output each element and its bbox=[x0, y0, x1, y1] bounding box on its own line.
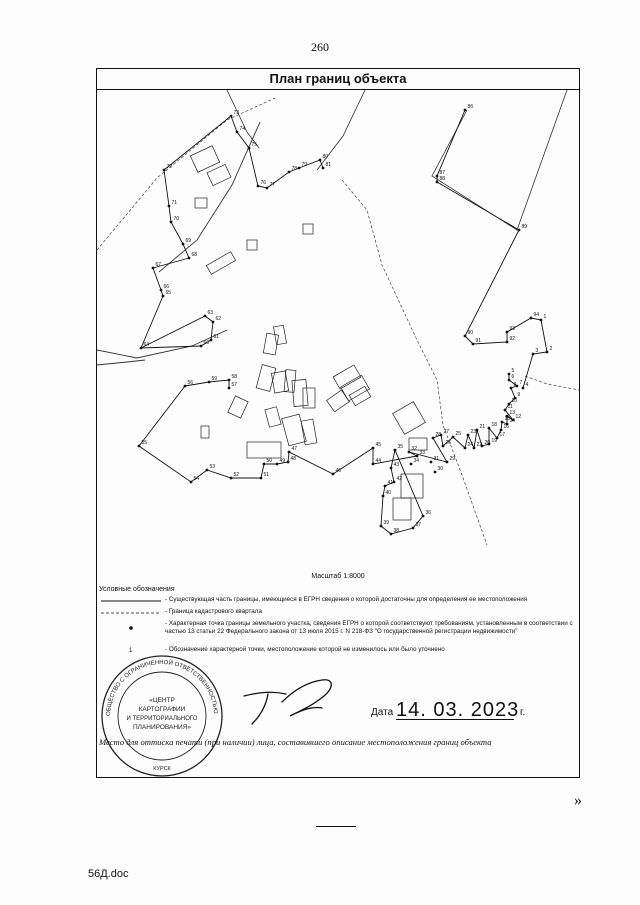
boundary-point-label: 49 bbox=[279, 458, 286, 464]
boundary-point-label: 61 bbox=[213, 334, 220, 340]
boundary-point-marker bbox=[140, 347, 143, 350]
boundary-point-marker bbox=[162, 295, 165, 298]
boundary-point-marker bbox=[372, 447, 375, 450]
boundary-point-label: 76 bbox=[260, 180, 267, 186]
boundary-point-label: 36 bbox=[425, 510, 432, 516]
boundary-point-marker bbox=[236, 131, 239, 134]
boundary-point-label: 89 bbox=[521, 224, 528, 230]
boundary-point-label: 45 bbox=[375, 442, 382, 448]
legend-title: Условные обозначения bbox=[99, 586, 175, 593]
road-line-2 bbox=[159, 122, 260, 272]
date-underline bbox=[396, 719, 514, 720]
boundary-point-label: 34 bbox=[413, 458, 420, 464]
boundary-point-marker bbox=[518, 229, 521, 232]
boundary-point-marker bbox=[510, 387, 513, 390]
boundary-point-label: 59 bbox=[211, 376, 218, 382]
building-outline bbox=[201, 426, 209, 438]
boundary-point-label: 81 bbox=[325, 162, 332, 168]
building-outline bbox=[206, 252, 235, 275]
boundary-point-marker bbox=[204, 315, 207, 318]
building-outline bbox=[333, 365, 361, 389]
building-outline bbox=[284, 370, 296, 393]
boundary-point-marker bbox=[276, 463, 279, 466]
boundary-point-marker bbox=[432, 437, 435, 440]
boundary-line-east bbox=[432, 90, 567, 230]
boundary-point-label: 64 bbox=[143, 342, 150, 348]
boundary-point-label: 91 bbox=[475, 338, 482, 344]
boundary-point-marker bbox=[260, 477, 263, 480]
boundary-point-label: 40 bbox=[385, 490, 392, 496]
parcel-boundary-west bbox=[141, 170, 213, 348]
boundary-point-marker bbox=[464, 335, 467, 338]
boundary-point-label: 70 bbox=[173, 216, 180, 222]
building-outline bbox=[228, 396, 248, 418]
scale-label: Масштаб 1:8000 bbox=[311, 573, 365, 580]
boundary-point-marker bbox=[160, 289, 163, 292]
date-value: 14. 03. 2023 bbox=[396, 699, 520, 721]
building-outline bbox=[341, 375, 370, 401]
stamp-ring-text: ОБЩЕСТВО С ОГРАНИЧЕННОЙ ОТВЕТСТВЕННОСТЬЮ bbox=[105, 659, 219, 717]
boundary-point-marker bbox=[298, 167, 301, 170]
boundary-point-label: 41 bbox=[387, 480, 394, 486]
boundary-point-label: 29 bbox=[449, 456, 456, 462]
file-name: 56Д.doc bbox=[88, 868, 129, 880]
building-outline bbox=[303, 224, 313, 234]
boundary-point-label: 7 bbox=[519, 380, 523, 386]
boundary-point-marker bbox=[522, 387, 525, 390]
boundary-point-label: 54 bbox=[193, 476, 200, 482]
building-outline bbox=[274, 325, 287, 344]
legend-text: - Граница кадастрового квартала bbox=[165, 608, 262, 615]
boundary-point-marker bbox=[288, 451, 291, 454]
boundary-point-label: 52 bbox=[233, 472, 240, 478]
boundary-point-marker bbox=[287, 461, 290, 464]
boundary-point-label: 51 bbox=[263, 472, 270, 478]
boundary-point-label: 27 bbox=[443, 429, 450, 435]
boundary-point-marker bbox=[410, 463, 413, 466]
boundary-point-label: 20 bbox=[484, 440, 491, 446]
boundary-point-marker bbox=[190, 481, 193, 484]
boundary-point-marker bbox=[210, 339, 213, 342]
boundary-point-marker bbox=[390, 467, 393, 470]
building-outline bbox=[247, 240, 257, 250]
boundary-point-label: 67 bbox=[155, 262, 162, 268]
boundary-point-marker bbox=[422, 515, 425, 518]
boundary-point-marker bbox=[248, 147, 251, 150]
boundary-point-marker bbox=[464, 109, 467, 112]
boundary-point-marker bbox=[152, 267, 155, 270]
boundary-point-label: 35 bbox=[397, 444, 404, 450]
boundary-point-label: 71 bbox=[171, 200, 178, 206]
parcel-boundary-nw bbox=[164, 116, 231, 170]
boundary-point-label: 18 bbox=[491, 422, 498, 428]
boundary-point-label: 50 bbox=[266, 458, 273, 464]
boundary-point-label: 23 bbox=[470, 429, 477, 435]
legend-item-characteristic-point bbox=[99, 620, 577, 642]
legend-text: - Существующая часть границы, имеющиеся в ЕГРН сведения о которой достаточны для определения ее местоположения bbox=[165, 596, 528, 603]
building-outline bbox=[349, 386, 371, 405]
boundary-point-marker bbox=[322, 167, 325, 170]
road-line-3 bbox=[97, 360, 145, 365]
building-outline bbox=[401, 474, 423, 498]
boundary-point-label: 16 bbox=[503, 424, 510, 430]
boundary-point-marker bbox=[168, 205, 171, 208]
boundary-point-marker bbox=[184, 385, 187, 388]
boundary-point-label: 14 bbox=[509, 418, 516, 424]
boundary-point-marker bbox=[408, 451, 411, 454]
boundary-point-marker bbox=[380, 525, 383, 528]
building-outline bbox=[190, 146, 219, 172]
boundary-point-marker bbox=[436, 181, 439, 184]
parcel-boundary-se bbox=[523, 320, 547, 388]
signature-caption: Место для оттиска печати (при наличии) лица, составившего описание местоположения границ объекта bbox=[99, 737, 492, 747]
boundary-point-marker bbox=[532, 353, 535, 356]
boundary-point-marker bbox=[182, 243, 185, 246]
boundary-point-label: 69 bbox=[185, 238, 192, 244]
boundary-point-marker bbox=[228, 387, 231, 390]
building-outline bbox=[327, 390, 350, 412]
boundary-point-label: 26 bbox=[445, 440, 452, 446]
boundary-point-marker bbox=[212, 321, 215, 324]
boundary-point-label: 65 bbox=[165, 290, 172, 296]
boundary-point-label: 80 bbox=[322, 154, 329, 160]
page-number: 260 bbox=[311, 40, 329, 54]
boundary-point-label: 1 bbox=[543, 314, 547, 320]
boundary-point-label: 21 bbox=[479, 424, 486, 430]
boundary-point-marker bbox=[163, 169, 166, 172]
boundary-point-label: 39 bbox=[383, 520, 390, 526]
cadastral-quarter-line-2 bbox=[342, 180, 487, 545]
boundary-point-label: 75 bbox=[251, 142, 258, 148]
building-outline bbox=[292, 379, 308, 406]
boundary-point-label: 92 bbox=[509, 336, 516, 342]
boundary-point-marker bbox=[504, 409, 507, 412]
boundary-point-marker bbox=[390, 533, 393, 536]
boundary-point-label: 28 bbox=[435, 432, 442, 438]
parcel-boundary-south bbox=[139, 374, 517, 482]
boundary-point-label: 78 bbox=[291, 166, 298, 172]
boundary-point-marker bbox=[393, 481, 396, 484]
boundary-map bbox=[97, 90, 579, 572]
boundary-point-label: 94 bbox=[533, 312, 540, 318]
stamp-city: КУРСК bbox=[153, 766, 171, 772]
boundary-point-label: 5 bbox=[511, 368, 515, 374]
boundary-point-label: 46 bbox=[335, 468, 342, 474]
boundary-point-label: 66 bbox=[163, 284, 170, 290]
boundary-point-marker bbox=[394, 449, 397, 452]
boundary-point-label: 4 bbox=[525, 382, 529, 388]
boundary-point-marker bbox=[472, 343, 475, 346]
boundary-point-label: 30 bbox=[437, 466, 444, 472]
building-outline bbox=[393, 498, 411, 520]
building-outline bbox=[393, 402, 426, 435]
boundary-point-marker bbox=[500, 429, 503, 432]
boundary-point-marker bbox=[452, 436, 455, 439]
boundary-point-marker bbox=[200, 345, 203, 348]
dot-symbol bbox=[99, 620, 163, 634]
building-outline bbox=[207, 164, 231, 185]
boundary-point-marker bbox=[540, 319, 543, 322]
boundary-point-label: 8 bbox=[513, 382, 517, 388]
building-outline bbox=[303, 388, 315, 408]
boundary-point-label: 24 bbox=[467, 442, 474, 448]
boundary-point-marker bbox=[530, 317, 533, 320]
boundary-point-marker bbox=[188, 257, 191, 260]
boundary-point-marker bbox=[170, 221, 173, 224]
boundary-point-label: 48 bbox=[290, 456, 297, 462]
boundary-point-label: 19 bbox=[491, 438, 498, 444]
stamp-line-2: КАРТОГРАФИИ bbox=[138, 706, 186, 713]
boundary-point-marker bbox=[138, 445, 141, 448]
boundary-point-marker bbox=[208, 381, 211, 384]
stamp-line-4: ПЛАНИРОВАНИЯ» bbox=[132, 724, 192, 731]
building-outline bbox=[195, 198, 207, 208]
boundary-point-marker bbox=[546, 351, 549, 354]
boundary-point-label: 74 bbox=[239, 126, 246, 132]
boundary-point-label: 90 bbox=[467, 330, 474, 336]
legend-text: - Обозначение характерной точки, местоположение которой не изменилось или было уточнено bbox=[165, 646, 445, 653]
boundary-point-label: 73 bbox=[233, 110, 240, 116]
stamp-line-1: «ЦЕНТР bbox=[149, 697, 175, 704]
boundary-point-marker bbox=[384, 485, 387, 488]
footer-line bbox=[316, 826, 356, 827]
boundary-point-label: 47 bbox=[291, 446, 298, 452]
boundary-point-label: 88 bbox=[439, 176, 446, 182]
boundary-point-marker bbox=[436, 175, 439, 178]
boundary-point-label: 22 bbox=[476, 442, 483, 448]
handwritten-signature bbox=[238, 672, 348, 732]
boundary-point-marker bbox=[430, 461, 433, 464]
boundary-point-marker bbox=[442, 445, 445, 448]
boundary-point-label: 79 bbox=[301, 162, 308, 168]
legend-text: - Характерная точка границы земельного участка, сведения ЕГРН о которой соответствуют требованиям, установленным в соответствии с частью 13 статьи 22 Федерального закона от 13 июля 2015 г. N 218-ФЗ "О государственной регистрации недвижимости" bbox=[165, 620, 573, 635]
boundary-point-marker bbox=[412, 527, 415, 530]
boundary-point-marker bbox=[230, 477, 233, 480]
boundary-point-label: 93 bbox=[509, 326, 516, 332]
boundary-point-label: 86 bbox=[467, 104, 474, 110]
boundary-point-label: 43 bbox=[393, 462, 400, 468]
date-label: Дата bbox=[371, 707, 394, 718]
boundary-point-label: 38 bbox=[393, 528, 400, 534]
boundary-point-label: 42 bbox=[396, 476, 403, 482]
boundary-point-marker bbox=[488, 427, 491, 430]
boundary-point-marker bbox=[266, 187, 269, 190]
boundary-point-label: 62 bbox=[215, 316, 222, 322]
boundary-point-label: 9 bbox=[517, 392, 521, 398]
boundary-point-label: 44 bbox=[375, 458, 382, 464]
boundary-point-label: 6 bbox=[511, 374, 515, 380]
boundary-point-marker bbox=[228, 379, 231, 382]
boundary-point-marker bbox=[319, 159, 322, 162]
boundary-point-label: 60 bbox=[203, 340, 210, 346]
boundary-point-label: 13 bbox=[509, 410, 516, 416]
boundary-point-marker bbox=[372, 463, 375, 466]
boundary-point-marker bbox=[446, 461, 449, 464]
plan-title: План границ объекта bbox=[96, 68, 580, 90]
building-outline bbox=[256, 365, 276, 392]
boundary-point-label: 32 bbox=[411, 446, 418, 452]
building-outline bbox=[301, 419, 317, 445]
building-outline bbox=[247, 442, 281, 458]
boundary-point-marker bbox=[434, 471, 437, 474]
boundary-point-marker bbox=[508, 373, 511, 376]
round-stamp bbox=[96, 650, 228, 782]
boundary-point-label: 17 bbox=[499, 432, 506, 438]
boundary-point-label: 77 bbox=[269, 182, 276, 188]
boundary-point-label: 2 bbox=[549, 346, 553, 352]
building-outline bbox=[265, 407, 281, 427]
boundary-point-label: 57 bbox=[231, 382, 238, 388]
boundary-point-marker bbox=[332, 473, 335, 476]
boundary-point-label: 11 bbox=[507, 404, 513, 410]
boundary-point-label: 63 bbox=[207, 310, 214, 316]
boundary-point-marker bbox=[206, 469, 209, 472]
boundary-point-marker bbox=[288, 171, 291, 174]
stamp-line-3: И ТЕРРИТОРИАЛЬНОГО bbox=[126, 716, 198, 722]
boundary-point-marker bbox=[382, 495, 385, 498]
point-label-sample: 1 bbox=[129, 648, 133, 654]
boundary-point-marker bbox=[506, 331, 509, 334]
boundary-point-label: 56 bbox=[187, 380, 194, 386]
boundary-point-marker bbox=[416, 455, 419, 458]
boundary-point-marker bbox=[257, 185, 260, 188]
boundary-point-marker bbox=[467, 434, 470, 437]
boundary-point-label: 15 bbox=[504, 416, 511, 422]
boundary-point-marker bbox=[263, 463, 266, 466]
boundary-point-marker bbox=[230, 115, 233, 118]
boundary-point-marker bbox=[506, 341, 509, 344]
cadastral-quarter-line-3 bbox=[525, 376, 579, 390]
boundary-point-label: 53 bbox=[209, 464, 216, 470]
date-suffix: г. bbox=[520, 707, 526, 718]
boundary-point-marker bbox=[508, 379, 511, 382]
boundary-point-marker bbox=[501, 421, 504, 424]
boundary-point-label: 87 bbox=[439, 170, 446, 176]
boundary-point-label: 3 bbox=[535, 348, 539, 354]
boundary-point-label: 55 bbox=[141, 440, 148, 446]
closing-quote: » bbox=[574, 792, 582, 809]
boundary-point-label: 68 bbox=[191, 252, 198, 258]
boundary-point-label: 25 bbox=[455, 431, 462, 437]
boundary-point-label: 72 bbox=[166, 164, 173, 170]
boundary-point-marker bbox=[464, 447, 467, 450]
boundary-point-label: 33 bbox=[419, 450, 426, 456]
boundary-point-label: 10 bbox=[511, 398, 518, 404]
boundary-point-label: 12 bbox=[515, 414, 522, 420]
boundary-point-label: 58 bbox=[231, 374, 238, 380]
cadastral-quarter-line bbox=[97, 98, 275, 250]
boundary-point-label: 31 bbox=[433, 456, 440, 462]
boundary-point-label: 37 bbox=[415, 522, 422, 528]
